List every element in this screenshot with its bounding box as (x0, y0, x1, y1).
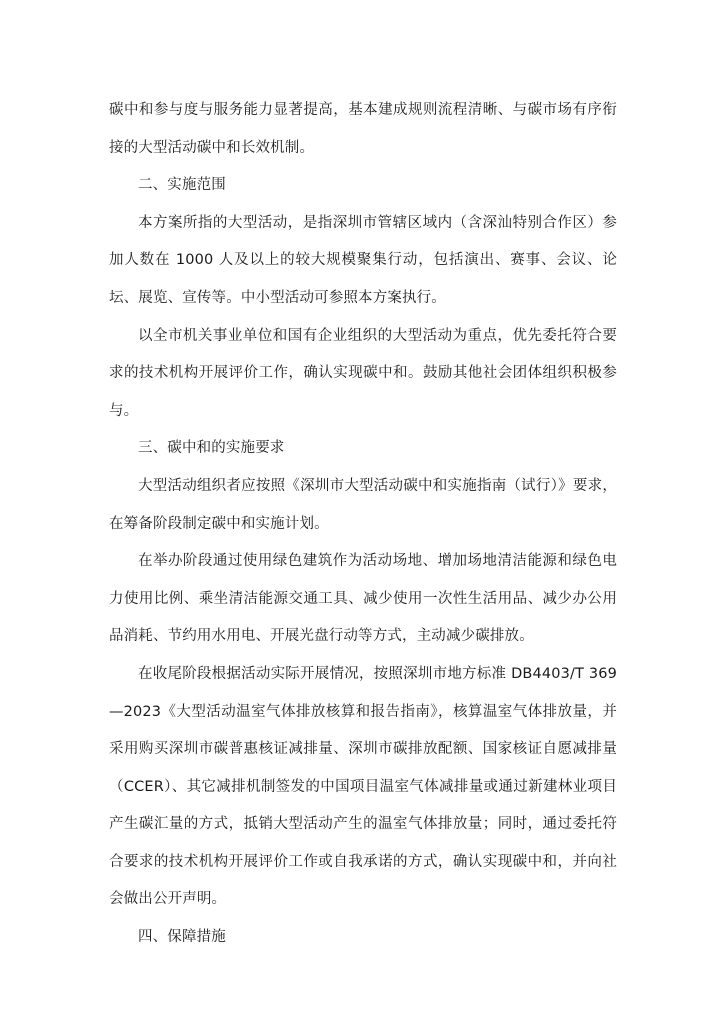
section-heading-requirements: 三、碳中和的实施要求 (138, 440, 285, 457)
paragraph-continued: 碳中和参与度与服务能力显著提高，基本建成规则流程清晰、与碳市场有序衔接的大型活动碳中和长效机制。 (109, 102, 617, 156)
paragraph-preparation-stage: 大型活动组织者应按照《深圳市大型活动碳中和实施指南（试行）》要求，在筹备阶段制定碳中和实施计划。 (109, 477, 617, 532)
paragraph-scope-definition: 本方案所指的大型活动，是指深圳市管辖区域内（含深汕特别合作区）参加人数在 1000 人及以上的较大规模聚集行动，包括演出、赛事、会议、论坛、展览、宣传等。中小型活动可参照本方案执行。 (109, 214, 617, 306)
section-heading-safeguards: 四、保障措施 (138, 929, 226, 946)
paragraph-closing-stage: 在收尾阶段根据活动实际开展情况，按照深圳市地方标准 DB4403/T 369—2023《大型活动温室气体排放核算和报告指南》，核算温室气体排放量，并采用购买深圳市碳普惠核证减排量、深圳市碳排放配额、国家核证自愿减排量（CCER）、其它减排机制签发的中国项目温室气体减排量或通过新建林业项目产生碳汇量的方式，抵销大型活动产生的温室气体排放量；同时，通过委托符合要求的技术机构开展评价工作或自我承诺的方式，确认实现碳中和，并向社会做出公开声明。 (109, 665, 617, 908)
paragraph-scope-priority: 以全市机关事业单位和国有企业组织的大型活动为重点，优先委托符合要求的技术机构开展评价工作，确认实现碳中和。鼓励其他社会团体组织积极参与。 (109, 327, 617, 419)
paragraph-holding-stage: 在举办阶段通过使用绿色建筑作为活动场地、增加场地清洁能源和绿色电力使用比例、乘坐清洁能源交通工具、减少使用一次性生活用品、减少办公用品消耗、节约用水用电、开展光盘行动等方式，主动减少碳排放。 (109, 553, 617, 645)
section-heading-scope: 二、实施范围 (138, 177, 226, 194)
document-body (109, 92, 617, 957)
